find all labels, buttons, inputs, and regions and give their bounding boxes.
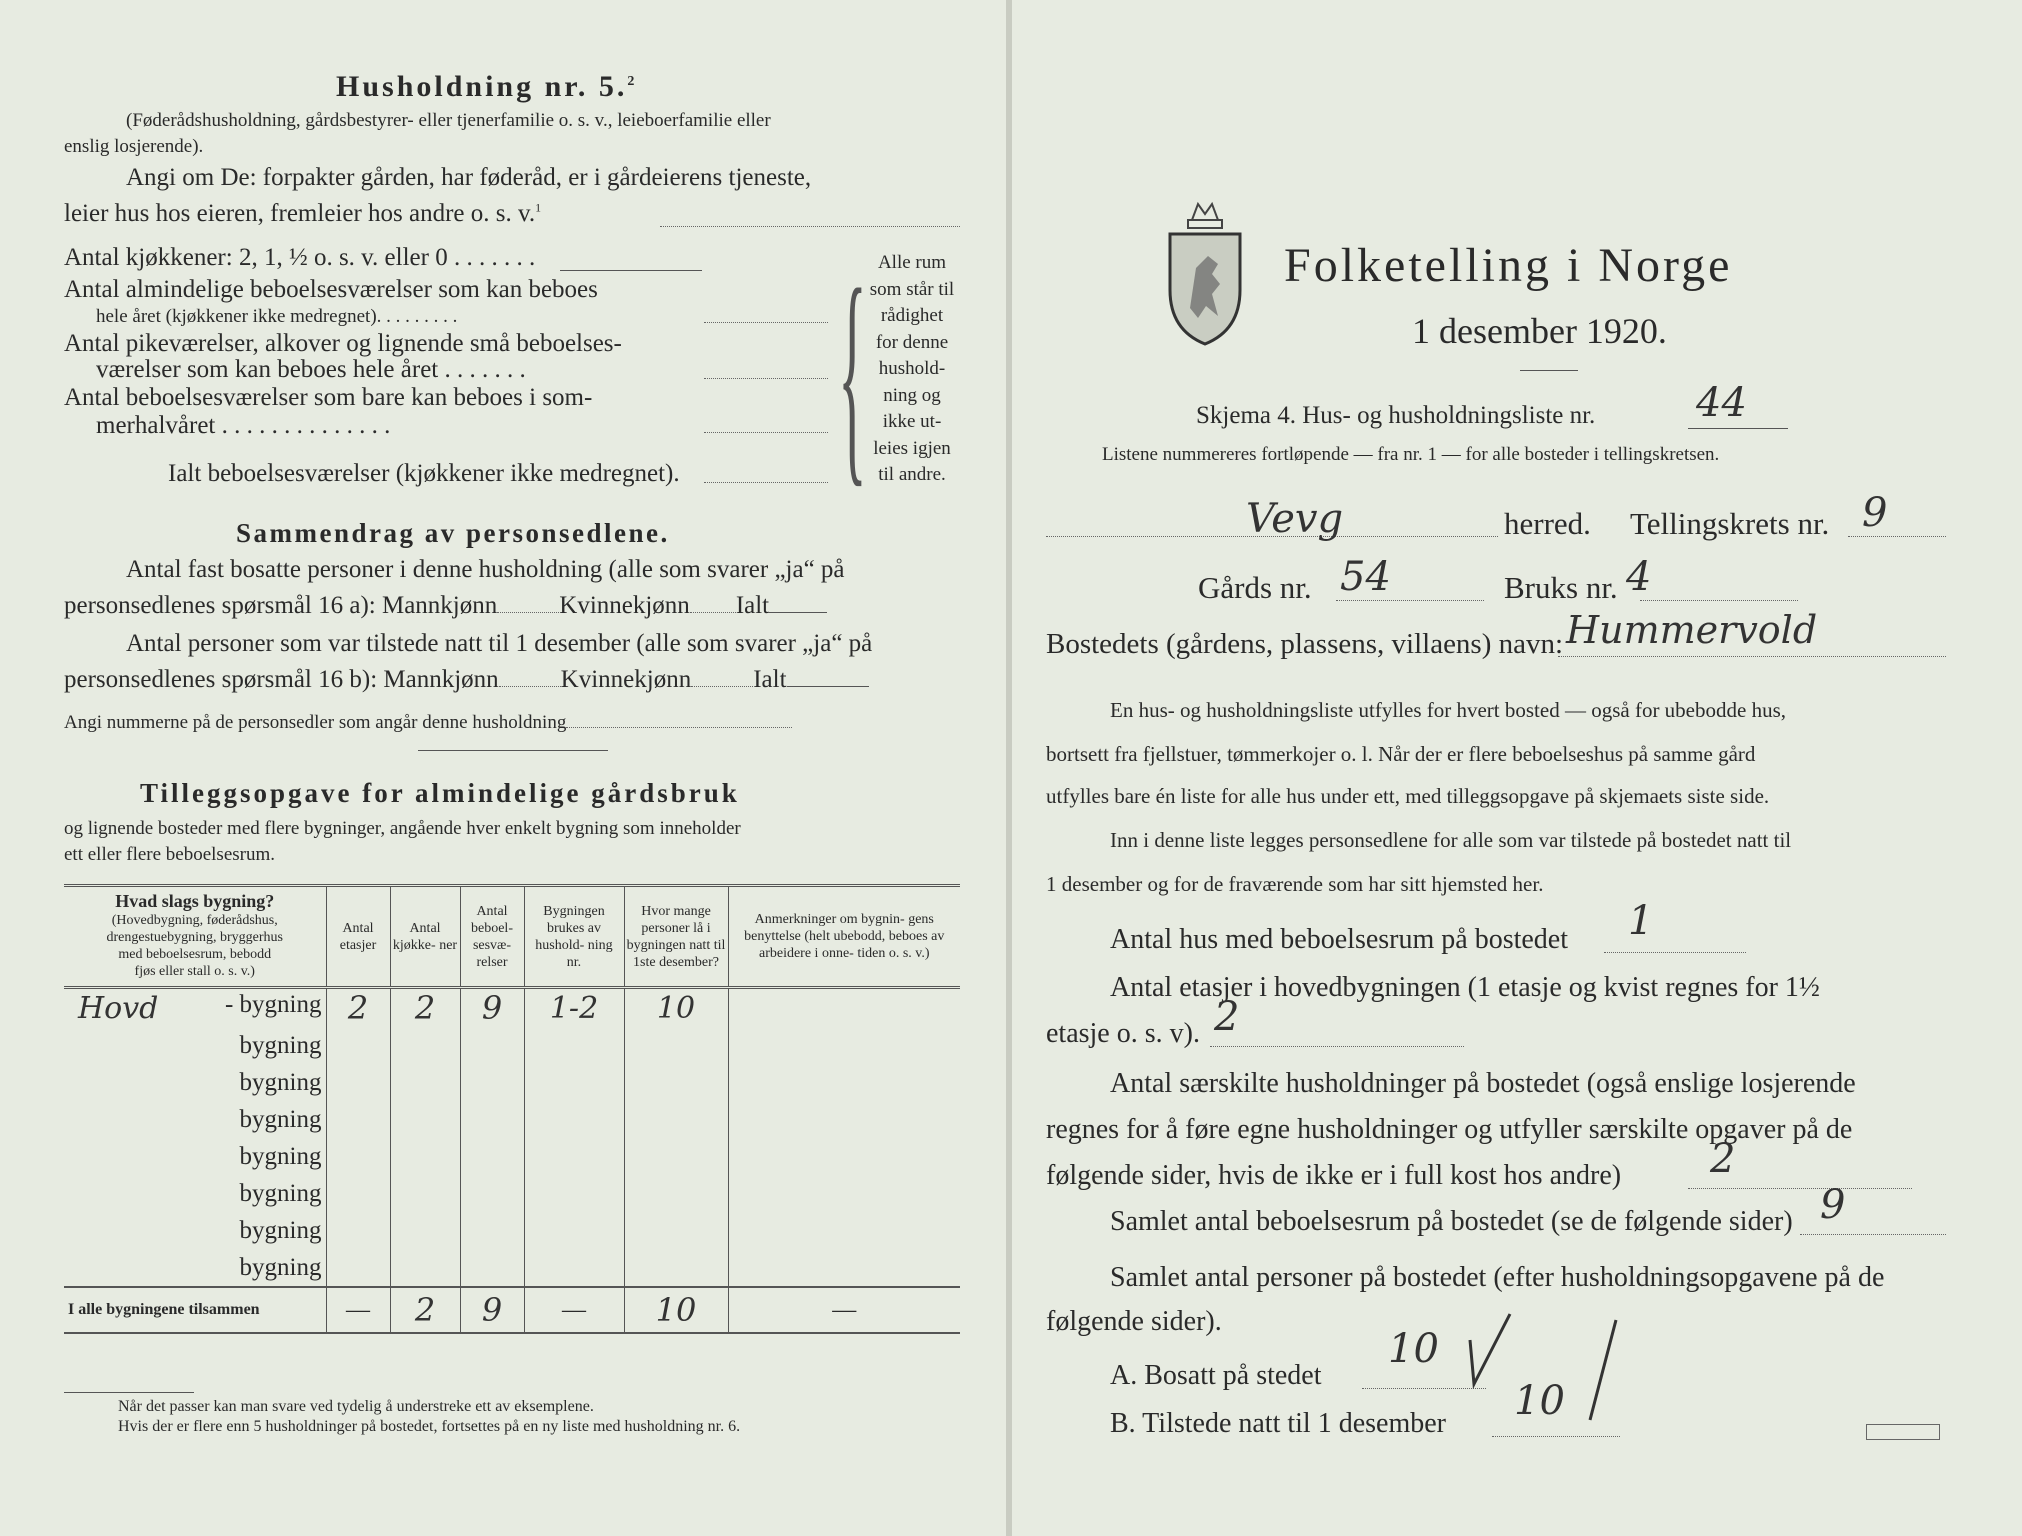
q-pike-1: Antal pikeværelser, alkover og lignende små beboelses- xyxy=(64,330,622,357)
kjokkener-answer-line xyxy=(560,270,702,271)
q-sommer-1: Antal beboelsesværelser som bare kan beboes i som- xyxy=(64,384,593,411)
q-ialt: Ialt beboelsesværelser (kjøkkener ikke medregnet). xyxy=(168,460,680,487)
tillegg-title: Tilleggsopgave for almindelige gårdsbruk xyxy=(140,778,740,808)
tilstede-line-2: personsedlenes spørsmål 16 b): Mannkjønn Kvinnekjønn Ialt xyxy=(64,666,869,694)
etasjer-answer-line xyxy=(1210,1046,1464,1047)
herred-label: herred. xyxy=(1504,506,1591,541)
bosatt-label: A. Bosatt på stedet xyxy=(1110,1360,1322,1391)
nummerne-line: Angi nummerne på de personsedler som angår denne husholdning xyxy=(64,712,792,734)
table-row: Hovd - bygning 2 2 9 1-2 10 xyxy=(64,988,960,1028)
q-beboes-1: Antal almindelige beboelsesværelser som kan beboes xyxy=(64,276,598,303)
col-header-personer: Hvor mange personer lå i bygningen natt til 1ste desember? xyxy=(624,886,728,988)
q-pike-2: værelser som kan beboes hele året . . . . . . . xyxy=(96,356,526,383)
tilstede-label: B. Tilstede natt til 1 desember xyxy=(1110,1408,1446,1439)
sum-row: I alle bygningene tilsammen — 2 9 — 10 — xyxy=(64,1287,960,1333)
gards-label: Gårds nr. xyxy=(1198,570,1312,605)
table-row: bygning xyxy=(64,1101,960,1138)
household-subtitle-2: enslig losjerende). xyxy=(64,136,204,157)
etasjer-value: 2 xyxy=(1214,994,1240,1040)
ialt-answer-line xyxy=(704,482,828,483)
bruks-value: 4 xyxy=(1626,554,1652,600)
sammendrag-title: Sammendrag av personsedlene. xyxy=(236,518,670,548)
angi-fill-line xyxy=(660,226,960,227)
bosatte-line-1: Antal fast bosatte personer i denne husholdning (alle som svarer „ja“ på xyxy=(126,556,845,583)
census-title: Folketelling i Norge xyxy=(1284,239,1733,292)
sarskilte-answer-line xyxy=(1688,1188,1912,1189)
table-row: bygning xyxy=(64,1212,960,1249)
q-sommer-2: merhalvåret . . . . . . . . . . . . . . xyxy=(96,412,391,439)
col-header-kjokkener: Antal kjøkke- ner xyxy=(390,886,460,988)
etasjer-line-2: etasje o. s. v). xyxy=(1046,1018,1200,1049)
table-row: bygning xyxy=(64,1138,960,1175)
col-header-type: Hvad slags bygning? (Hovedbygning, føderådshus, drengestuebygning, bryggerhus med beboelsesrum, bebodd fjøs eller stall o. s. v.) xyxy=(106,891,284,979)
household-title: Husholdning nr. 5.$^2$ xyxy=(336,70,638,103)
herred-value: Vevg xyxy=(1246,496,1344,542)
angi-line-1: Angi om De: forpakter gården, har føderåd, er i gårdeierens tjeneste, xyxy=(126,164,812,191)
tillegg-line-2: ett eller flere beboelsesrum. xyxy=(64,844,276,865)
bruks-label: Bruks nr. xyxy=(1504,570,1618,605)
bosatte-line-2: personsedlenes spørsmål 16 a): Mannkjønn Kvinnekjønn Ialt xyxy=(64,592,827,620)
printer-stamp xyxy=(1866,1424,1940,1440)
table-row: bygning xyxy=(64,1027,960,1064)
beboes-answer-line xyxy=(704,322,828,323)
census-date: 1 desember 1920. xyxy=(1412,311,1667,351)
gards-line xyxy=(1336,600,1484,601)
tilstede-line-1: Antal personer som var tilstede natt til 1 desember (alle som svarer „ja“ på xyxy=(126,630,873,657)
footnote-2: Hvis der er flere enn 5 husholdninger på bostedet, fortsettes på en ny liste med husholdning nr. 6. xyxy=(118,1418,741,1435)
q-beboes-2: hele året (kjøkkener ikke medregnet). . . . . . . . . xyxy=(96,306,458,327)
sarskilte-line-2: regnes for å føre egne husholdninger og utfyller særskilte opgaver på de xyxy=(1046,1114,1853,1145)
sommer-answer-line xyxy=(704,432,828,433)
footnote-1: Når det passer kan man svare ved tydelig å understreke ett av eksemplene. xyxy=(118,1398,594,1415)
tellingskrets-label: Tellingskrets nr. xyxy=(1630,506,1830,541)
liste-nr-value: 44 xyxy=(1696,380,1747,426)
col-header-anmerkninger: Anmerkninger om bygnin- gens benyttelse (helt ubebodd, beboes av arbeidere i onne- tiden o. s. v.) xyxy=(728,886,960,988)
sarskilte-value: 2 xyxy=(1710,1136,1736,1182)
samlet-rum-value: 9 xyxy=(1820,1182,1846,1228)
side-note: Alle rum som står til rådighet for denne hushold- ning og ikke ut- leies igjen til andre. xyxy=(869,252,955,485)
liste-nr-line xyxy=(1688,428,1788,429)
listene-note: Listene nummereres fortløpende — fra nr. 1 — for alle bosteder i tellingskretsen. xyxy=(1102,444,1720,465)
info-line-5: 1 desember og for de fraværende som har sitt hjemsted her. xyxy=(1046,872,1544,896)
angi-line-2: leier hus hos eieren, fremleier hos andre o. s. v.$^1$ xyxy=(64,200,542,227)
samlet-rum-line xyxy=(1800,1234,1946,1235)
info-line-4: Inn i denne liste legges personsedlene for alle som var tilstede på bostedet natt til xyxy=(1110,828,1792,852)
hus-label: Antal hus med beboelsesrum på bostedet xyxy=(1110,924,1569,955)
info-line-1: En hus- og husholdningsliste utfylles for hvert bosted — også for ubebodde hus, xyxy=(1110,698,1786,722)
col-header-vaerelser: Antal beboel- sesvæ- relser xyxy=(460,886,524,988)
building-table xyxy=(64,884,960,1334)
info-line-3: utfylles bare én liste for alle hus under ett, med tilleggsopgave på skjemaets siste side. xyxy=(1046,784,1770,808)
sarskilte-line-1: Antal særskilte husholdninger på bostedet (også enslige losjerende xyxy=(1110,1068,1856,1099)
table-row: bygning xyxy=(64,1249,960,1287)
check-mark-icon xyxy=(1440,1300,1640,1440)
tilstede-value: 10 xyxy=(1514,1378,1565,1424)
hus-line xyxy=(1604,952,1746,953)
sarskilte-line-3: følgende sider, hvis de ikke er i full kost hos andre) xyxy=(1046,1160,1622,1191)
samlet-pers-line-1: Samlet antal personer på bostedet (efter husholdningsopgavene på de xyxy=(1110,1262,1885,1293)
tillegg-line-1: og lignende bosteder med flere bygninger, angående hver enkelt bygning som inneholder xyxy=(64,818,741,839)
skjema-label: Skjema 4. Hus- og husholdningsliste nr. xyxy=(1196,402,1596,429)
col-header-etasjer: Antal etasjer xyxy=(326,886,390,988)
coat-of-arms-icon xyxy=(1162,198,1248,348)
info-line-2: bortsett fra fjellstuer, tømmerkojer o. l. Når der er flere beboelseshus på samme gård xyxy=(1046,742,1756,766)
bosted-value: Hummervold xyxy=(1566,608,1818,652)
bosatt-value: 10 xyxy=(1388,1326,1439,1372)
table-row: bygning xyxy=(64,1175,960,1212)
etasjer-line-1: Antal etasjer i hovedbygningen (1 etasje og kvist regnes for 1½ xyxy=(1110,972,1820,1003)
row-building-name: Hovd xyxy=(78,990,159,1026)
side-brace: { xyxy=(838,242,867,506)
bosted-label: Bostedets (gårdens, plassens, villaens) navn: xyxy=(1046,628,1564,660)
footnote-divider xyxy=(64,1392,194,1393)
bruks-line xyxy=(1640,600,1798,601)
table-row: bygning xyxy=(64,1064,960,1101)
section-divider xyxy=(418,750,608,751)
q-kjokkener: Antal kjøkkener: 2, 1, ½ o. s. v. eller 0 . . . . . . . xyxy=(64,244,536,271)
pike-answer-line xyxy=(704,378,828,379)
tellingskrets-line xyxy=(1848,536,1946,537)
bosted-line xyxy=(1558,656,1946,657)
samlet-rum-label: Samlet antal beboelsesrum på bostedet (se de følgende sider) xyxy=(1110,1206,1793,1237)
gards-value: 54 xyxy=(1340,554,1391,600)
household-subtitle-1: (Føderådshusholdning, gårdsbestyrer- eller tjenerfamilie o. s. v., leieboerfamilie eller xyxy=(126,110,771,131)
col-header-husholdning: Bygningen brukes av hushold- ning nr. xyxy=(524,886,624,988)
hus-value: 1 xyxy=(1628,898,1654,944)
title-divider xyxy=(1520,370,1578,371)
tellingskrets-value: 9 xyxy=(1862,490,1888,536)
samlet-pers-line-2: følgende sider). xyxy=(1046,1306,1222,1337)
